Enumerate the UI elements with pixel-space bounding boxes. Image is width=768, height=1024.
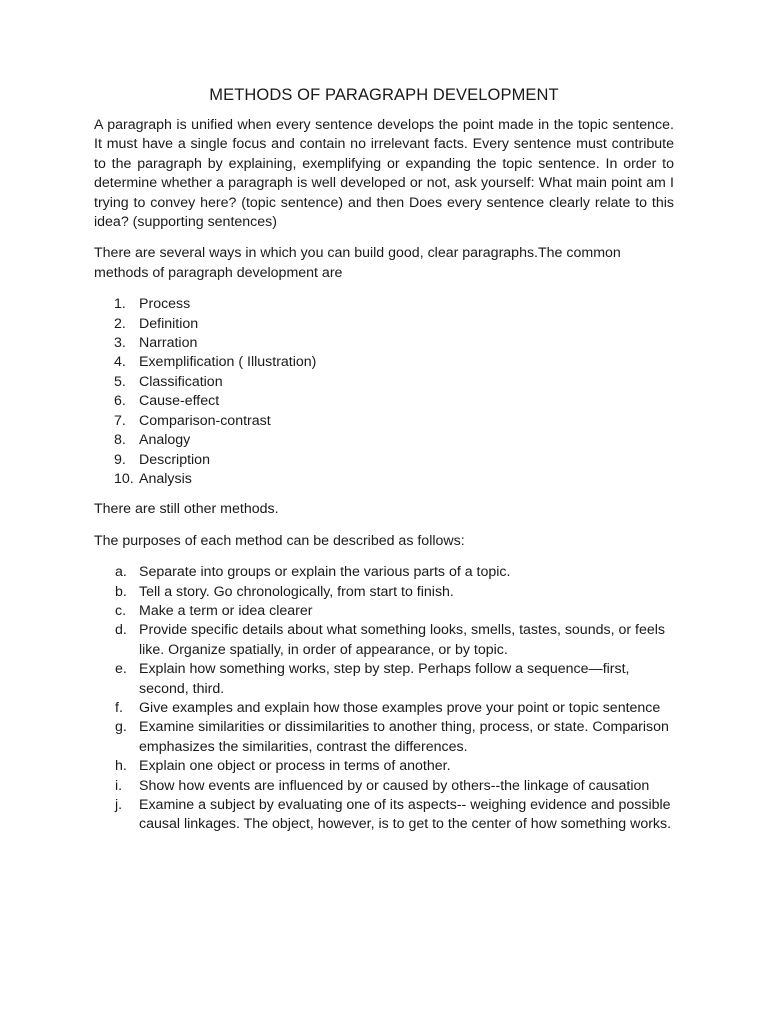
list-item-text: Explain one object or process in terms of another. — [139, 758, 451, 775]
list-item — [114, 353, 674, 372]
list-marker: 6. — [114, 393, 126, 410]
list-item — [115, 621, 674, 660]
list-item-text: Provide specific details about what something looks, smells, tastes, sounds, or feels like. Organize spatially, in order of appearance, or by topic. — [139, 622, 665, 658]
list-item-text: Explain how something works, step by step. Perhaps follow a sequence—first, second, third. — [139, 661, 630, 697]
list-item-text: Make a term or idea clearer — [139, 602, 313, 619]
list-item-text: Show how events are influenced by or caused by others--the linkage of causation — [139, 777, 650, 794]
list-item — [114, 451, 674, 470]
list-item-text: Examine a subject by evaluating one of its aspects-- weighing evidence and possible causal linkages. The object, however, is to get to the center of how something works. — [139, 797, 672, 833]
methods-list — [94, 295, 674, 489]
list-marker: g. — [115, 719, 127, 736]
list-marker: 7. — [114, 412, 126, 429]
list-item — [114, 412, 674, 431]
list-item-text: Cause-effect — [139, 393, 220, 410]
list-marker: f. — [115, 699, 123, 716]
list-marker: 2. — [114, 315, 126, 332]
list-marker: 8. — [114, 432, 126, 449]
list-item-text: Give examples and explain how those examples prove your point or topic sentence — [139, 699, 661, 716]
list-item — [115, 757, 674, 776]
list-item-text: Exemplification ( Illustration) — [139, 354, 317, 371]
intro-paragraph: A paragraph is unified when every sentence develops the point made in the topic sentence. It must have a single focus and contain no irrelevant facts. Every sentence must contribute to the paragraph by explaining, exemplifying or expanding the topic sentence. In order to determine whether a paragraph is well developed or not, ask yourself: What main point am I trying to convey here? (topic sentence) and then Does every sentence clearly relate to this idea? (supporting sentences) — [94, 117, 674, 231]
list-item-text: Examine similarities or dissimilarities to another thing, process, or state. Comparison emphasizes the similarities, contrast the differences. — [139, 719, 669, 755]
list-marker: b. — [115, 583, 127, 600]
list-item — [114, 373, 674, 392]
list-item — [115, 699, 674, 718]
list-item-text: Description — [139, 451, 210, 468]
list-marker: 10. — [114, 470, 134, 487]
list-item — [114, 392, 674, 411]
list-item — [115, 583, 674, 602]
list-marker: i. — [115, 777, 123, 794]
page-title: METHODS OF PARAGRAPH DEVELOPMENT — [209, 86, 559, 104]
list-marker: c. — [115, 602, 127, 619]
ways-paragraph: There are several ways in which you can build good, clear paragraphs.The common methods of paragraph development are — [94, 245, 621, 281]
list-marker: 9. — [114, 451, 126, 468]
list-marker: h. — [115, 758, 127, 775]
list-item — [114, 470, 674, 489]
list-marker: 1. — [114, 296, 126, 313]
list-item-text: Tell a story. Go chronologically, from start to finish. — [139, 583, 454, 600]
list-item — [115, 777, 674, 796]
list-item — [115, 796, 674, 835]
list-marker: e. — [115, 661, 127, 678]
list-item — [114, 315, 674, 334]
list-marker: 5. — [114, 373, 126, 390]
list-item-text: Analogy — [139, 432, 191, 449]
list-item-text: Separate into groups or explain the various parts of a topic. — [139, 564, 511, 581]
list-item-text: Process — [139, 296, 191, 313]
list-item — [115, 718, 674, 757]
list-item — [115, 660, 674, 699]
list-marker: 3. — [114, 335, 126, 352]
list-item — [115, 602, 674, 621]
list-item-text: Classification — [139, 373, 223, 390]
purposes-list — [94, 563, 674, 835]
list-marker: j. — [115, 797, 123, 813]
list-item-text: Analysis — [139, 470, 192, 487]
purposes-paragraph: The purposes of each method can be described as follows: — [94, 532, 465, 549]
list-marker: a. — [115, 564, 127, 581]
list-item-text: Definition — [139, 315, 199, 332]
list-item — [114, 431, 674, 450]
list-marker: d. — [115, 622, 127, 639]
list-item-text: Comparison-contrast — [139, 412, 271, 429]
list-item — [114, 334, 674, 353]
list-item — [115, 563, 674, 582]
list-item — [114, 295, 674, 314]
list-marker: 4. — [114, 354, 126, 371]
other-methods-paragraph: There are still other methods. — [94, 501, 279, 518]
list-item-text: Narration — [139, 335, 198, 352]
